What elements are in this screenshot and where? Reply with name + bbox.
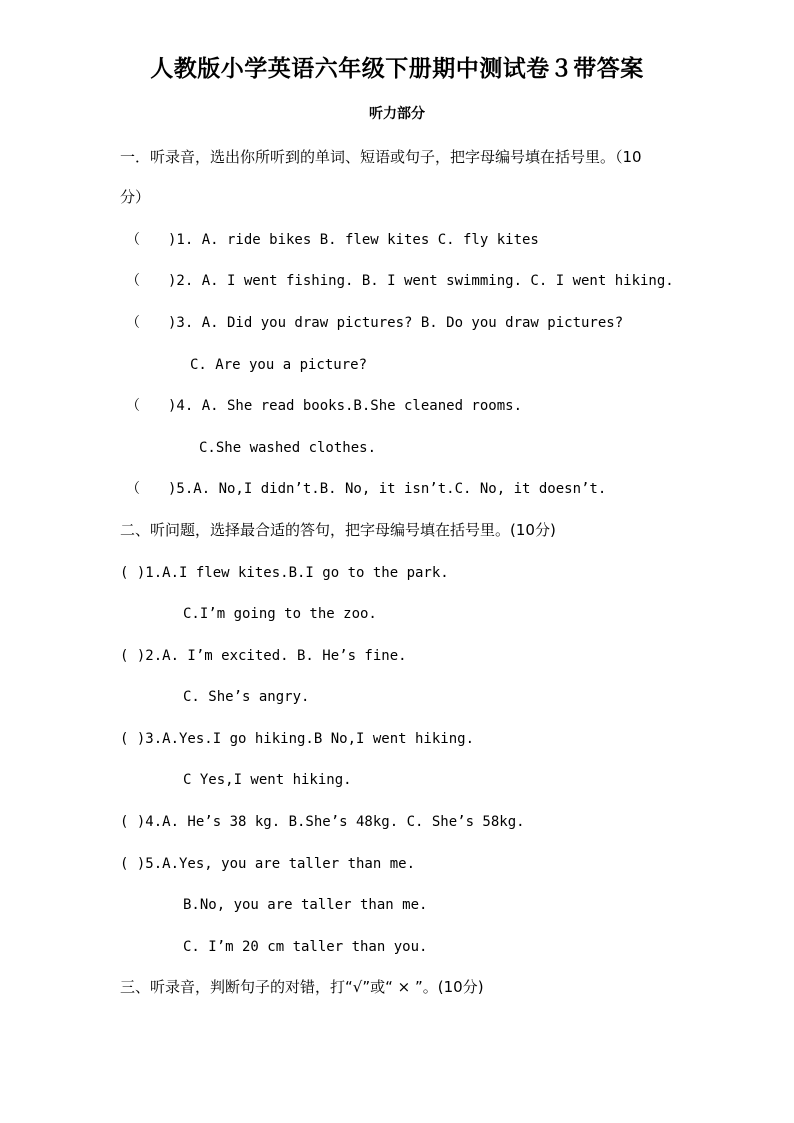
part2-question-5-option-b: B.No, you are taller than me. <box>183 897 428 913</box>
part1-question-2: （ )2. A. I went fishing. B. I went swimming. C. I went hiking. <box>126 273 674 289</box>
part1-heading-continued: 分） <box>120 188 151 206</box>
part1-question-4-option-c: C.She washed clothes. <box>199 440 377 456</box>
part2-question-2: ( )2.A. I’m excited. B. He’s fine. <box>120 648 407 664</box>
part2-question-1: ( )1.A.I flew kites.B.I go to the park. <box>120 565 449 581</box>
page-title: 人教版小学英语六年级下册期中测试卷３带答案 <box>150 56 644 82</box>
part2-question-3: ( )3.A.Yes.I go hiking.B No,I went hiking. <box>120 731 475 747</box>
part2-question-2-option-c: C. She’s angry. <box>183 689 310 705</box>
part2-question-5-option-c: C. I’m 20 cm taller than you. <box>183 939 428 955</box>
part2-question-4: ( )4.A. He’s 38 kg. B.She’s 48kg. C. She’s 58kg. <box>120 814 525 830</box>
part2-question-5: ( )5.A.Yes, you are taller than me. <box>120 856 416 872</box>
part1-question-5: （ )5.A. No,I didn’t.B. No, it isn’t.C. No, it doesn’t. <box>126 481 607 497</box>
part2-question-1-option-c: C.I’m going to the zoo. <box>183 606 377 622</box>
section-subtitle: 听力部分 <box>369 106 425 122</box>
part2-heading: 二、听问题，选择最合适的答句，把字母编号填在括号里。(10分) <box>120 521 556 539</box>
part3-heading: 三、听录音，判断句子的对错，打“√”或“ × ”。(10分) <box>120 978 484 996</box>
part2-question-3-option-c: C Yes,I went hiking. <box>183 772 352 788</box>
part1-question-1: （ )1. A. ride bikes B. flew kites C. fly kites <box>126 232 539 248</box>
part1-question-3: （ )3. A. Did you draw pictures? B. Do you draw pictures? <box>126 315 624 331</box>
part1-question-3-option-c: C. Are you a picture? <box>190 357 368 373</box>
part1-heading: 一．听录音，选出你所听到的单词、短语或句子，把字母编号填在括号里。（10 <box>120 148 642 166</box>
part1-question-4: （ )4. A. She read books.B.She cleaned rooms. <box>126 398 523 414</box>
